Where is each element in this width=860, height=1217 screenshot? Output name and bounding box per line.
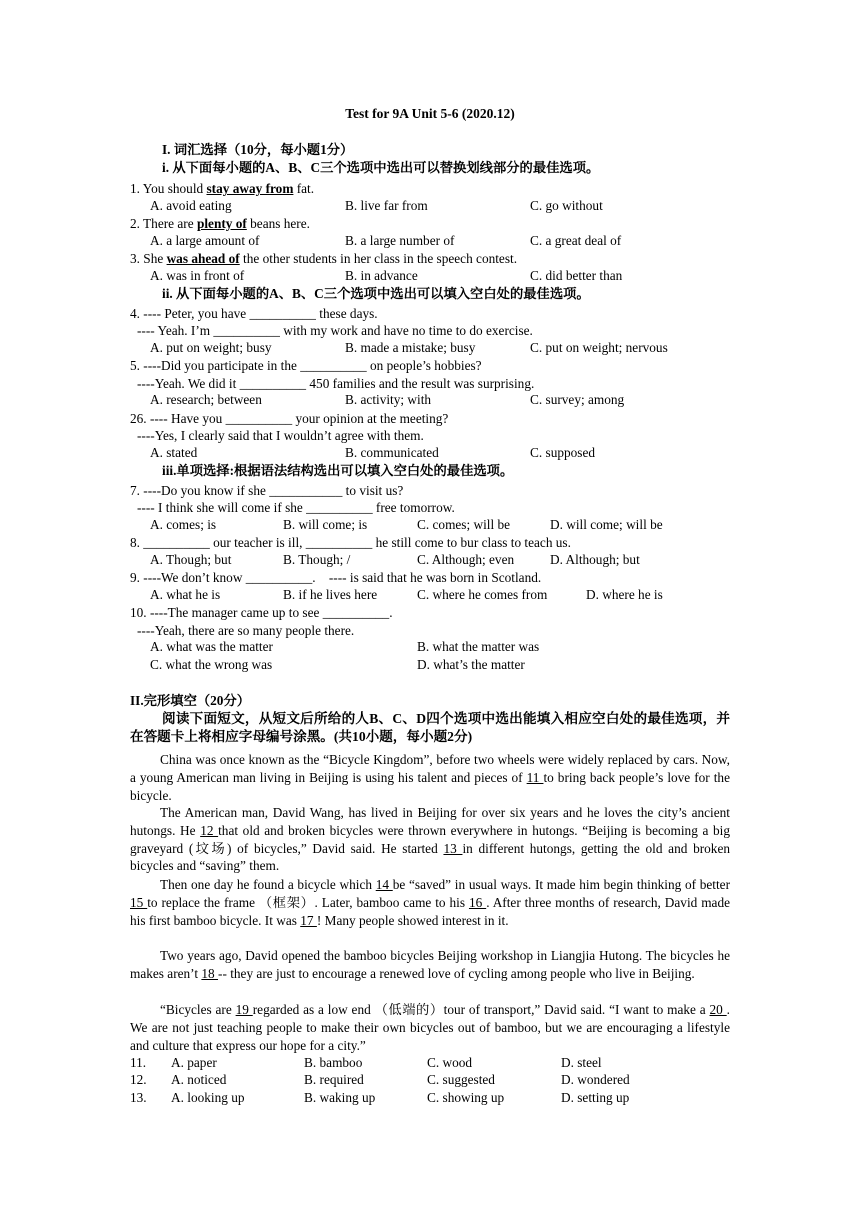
question-8: 8. __________ our teacher is ill, __________ he still come to bur class to teach us. [130, 535, 571, 550]
blank-18: 18 [201, 965, 219, 981]
blank-17: 17 [300, 912, 317, 928]
blank-13: 13 [443, 840, 463, 856]
question-2: 2. There are plenty of beans here. [130, 216, 310, 231]
cloze-13-option-c: C. showing up [427, 1090, 505, 1105]
passage-paragraph-1: China was once known as the “Bicycle Kingdom”, before two wheels were widely replaced by cars. Now, a young American man living in Beijing is using his talent and pieces of 11 to bring back people’s love for the bicycle. [130, 752, 730, 803]
q9-option-b: B. if he lives here [283, 587, 378, 602]
q6-option-b: B. communicated [345, 445, 439, 460]
question-1: 1. You should stay away from fat. [130, 181, 315, 196]
part-iii-instruction: iii.单项选择:根据语法结构选出可以填入空白处的最佳选项。 [162, 463, 514, 478]
q8-option-b: B. Though; / [283, 552, 351, 567]
blank-11: 11 [526, 769, 544, 785]
q7-option-d: D. will come; will be [550, 517, 663, 532]
blank-15: 15 [130, 894, 148, 910]
q8-option-d: D. Although; but [550, 552, 640, 567]
cloze-11-option-c: C. wood [427, 1055, 473, 1070]
cloze-13-option-a: A. looking up [171, 1090, 245, 1105]
underlined-phrase: plenty of [196, 216, 247, 231]
passage-paragraph-5: “Bicycles are 19 regarded as a low end （低端的）tour of transport,” David said. “I want to make a 20 . We are not just teaching people to make their own bicycles out of bamboo, but we are encouraging a lifestyle and culture that express our hope for a city.” [130, 1002, 730, 1053]
q1-option-c: C. go without [530, 198, 603, 213]
cloze-12-option-a: A. noticed [171, 1072, 227, 1087]
question-5-line-2: ----Yeah. We did it __________ 450 families and the result was surprising. [137, 376, 535, 391]
blank-12: 12 [200, 822, 219, 838]
passage-paragraph-2: The American man, David Wang, has lived in Beijing for over six years and he loves the city’s ancient hutongs. He 12 that old and broken bicycles were thrown everywhere in hutongs. “Beijing is becoming a big graveyard (坟场) of bicycles,” David said. He started 13 in different hutongs, getting the old and broken bicycles and “saving” them. [130, 805, 731, 874]
cloze-12-option-b: B. required [304, 1072, 364, 1087]
passage-paragraph-4: Two years ago, David opened the bamboo bicycles Beijing workshop in Liangjia Hutong. The bicycles he makes aren’t 18 -- they are just to encourage a renewed love of cycling among people who live in Beijing. [130, 948, 730, 981]
q5-option-c: C. survey; among [530, 392, 625, 407]
part-ii-instruction: ii. 从下面每小题的A、B、C三个选项中选出可以填入空白处的最佳选项。 [162, 286, 590, 301]
q2-option-c: C. a great deal of [530, 233, 622, 248]
q3-option-a: A. was in front of [150, 268, 245, 283]
q1-option-a: A. avoid eating [150, 198, 232, 213]
part-i-instruction: i. 从下面每小题的A、B、C三个选项中选出可以替换划线部分的最佳选项。 [162, 160, 600, 175]
q9-option-d: D. where he is [586, 587, 663, 602]
blank-16: 16 [468, 894, 487, 910]
question-10-line-1: 10. ----The manager came up to see __________. [130, 605, 393, 620]
q9-option-c: C. where he comes from [417, 587, 548, 602]
q5-option-a: A. research; between [150, 392, 262, 407]
q8-option-a: A. Though; but [150, 552, 232, 567]
q6-option-a: A. stated [150, 445, 198, 460]
q10-option-b: B. what the matter was [417, 639, 540, 654]
q10-option-c: C. what the wrong was [150, 657, 273, 672]
question-7-line-1: 7. ----Do you know if she ___________ to visit us? [130, 483, 404, 498]
q10-option-a: A. what was the matter [150, 639, 273, 654]
cloze-11-option-a: A. paper [171, 1055, 217, 1070]
section-2-heading: II.完形填空（20分） [130, 693, 251, 708]
q4-option-a: A. put on weight; busy [150, 340, 272, 355]
section-1-heading: I. 词汇选择（10分，每小题1分） [162, 142, 354, 157]
question-4-line-1: 4. ---- Peter, you have __________ these days. [130, 306, 378, 321]
q3-option-c: C. did better than [530, 268, 623, 283]
q7-option-a: A. comes; is [150, 517, 217, 532]
q4-option-b: B. made a mistake; busy [345, 340, 476, 355]
q4-option-c: C. put on weight; nervous [530, 340, 668, 355]
q8-option-c: C. Although; even [417, 552, 515, 567]
cloze-11-option-b: B. bamboo [304, 1055, 363, 1070]
question-4-line-2: ---- Yeah. I’m __________ with my work and have no time to do exercise. [137, 323, 533, 338]
page-title: Test for 9A Unit 5-6 (2020.12) [345, 106, 515, 121]
cloze-11-number: 11. [130, 1055, 147, 1070]
blank-20: 20 [709, 1002, 727, 1017]
q2-option-a: A. a large amount of [150, 233, 260, 248]
question-9: 9. ----We don’t know __________. ---- is said that he was born in Scotland. [130, 570, 542, 585]
q7-option-c: C. comes; will be [417, 517, 511, 532]
q5-option-b: B. activity; with [345, 392, 432, 407]
passage-paragraph-3: Then one day he found a bicycle which 14 be “saved” in usual ways. It made him begin thinking of better 15 to replace the frame （框架）. Later, bamboo came to his 16 . After three months of research, David made his first bamboo bicycle. It was 17 ! Many people showed interest in it. [130, 877, 731, 928]
question-6-line-2: ----Yes, I clearly said that I wouldn’t agree with them. [137, 428, 424, 443]
question-3: 3. She was ahead of the other students in her class in the speech contest. [130, 251, 518, 266]
underlined-phrase: was ahead of [166, 251, 240, 266]
question-5-line-1: 5. ----Did you participate in the __________ on people’s hobbies? [130, 358, 482, 373]
cloze-12-option-d: D. wondered [561, 1072, 630, 1087]
question-7-line-2: ---- I think she will come if she __________ free tomorrow. [137, 500, 455, 515]
q7-option-b: B. will come; is [283, 517, 368, 532]
cloze-13-option-b: B. waking up [304, 1090, 376, 1105]
blank-14: 14 [375, 877, 393, 892]
q10-option-d: D. what’s the matter [417, 657, 525, 672]
q6-option-c: C. supposed [530, 445, 596, 460]
q3-option-b: B. in advance [345, 268, 418, 283]
q2-option-b: B. a large number of [345, 233, 455, 248]
cloze-13-option-d: D. setting up [561, 1090, 630, 1105]
section-2-instruction: 阅读下面短文，从短文后所给的人B、C、D四个选项中选出能填入相应空白处的最佳选项，并在答题卡上将相应字母编号涂黑。(共10小题，每小题2分) [130, 711, 730, 744]
cloze-11-option-d: D. steel [561, 1055, 602, 1070]
q1-option-b: B. live far from [345, 198, 428, 213]
underlined-phrase: stay away from [206, 181, 294, 196]
question-6-line-1: 26. ---- Have you __________ your opinion at the meeting? [130, 411, 449, 426]
cloze-13-number: 13. [130, 1090, 147, 1105]
cloze-12-number: 12. [130, 1072, 147, 1087]
question-10-line-2: ----Yeah, there are so many people there. [137, 623, 355, 638]
q9-option-a: A. what he is [150, 587, 221, 602]
blank-19: 19 [235, 1002, 253, 1017]
cloze-12-option-c: C. suggested [427, 1072, 495, 1087]
